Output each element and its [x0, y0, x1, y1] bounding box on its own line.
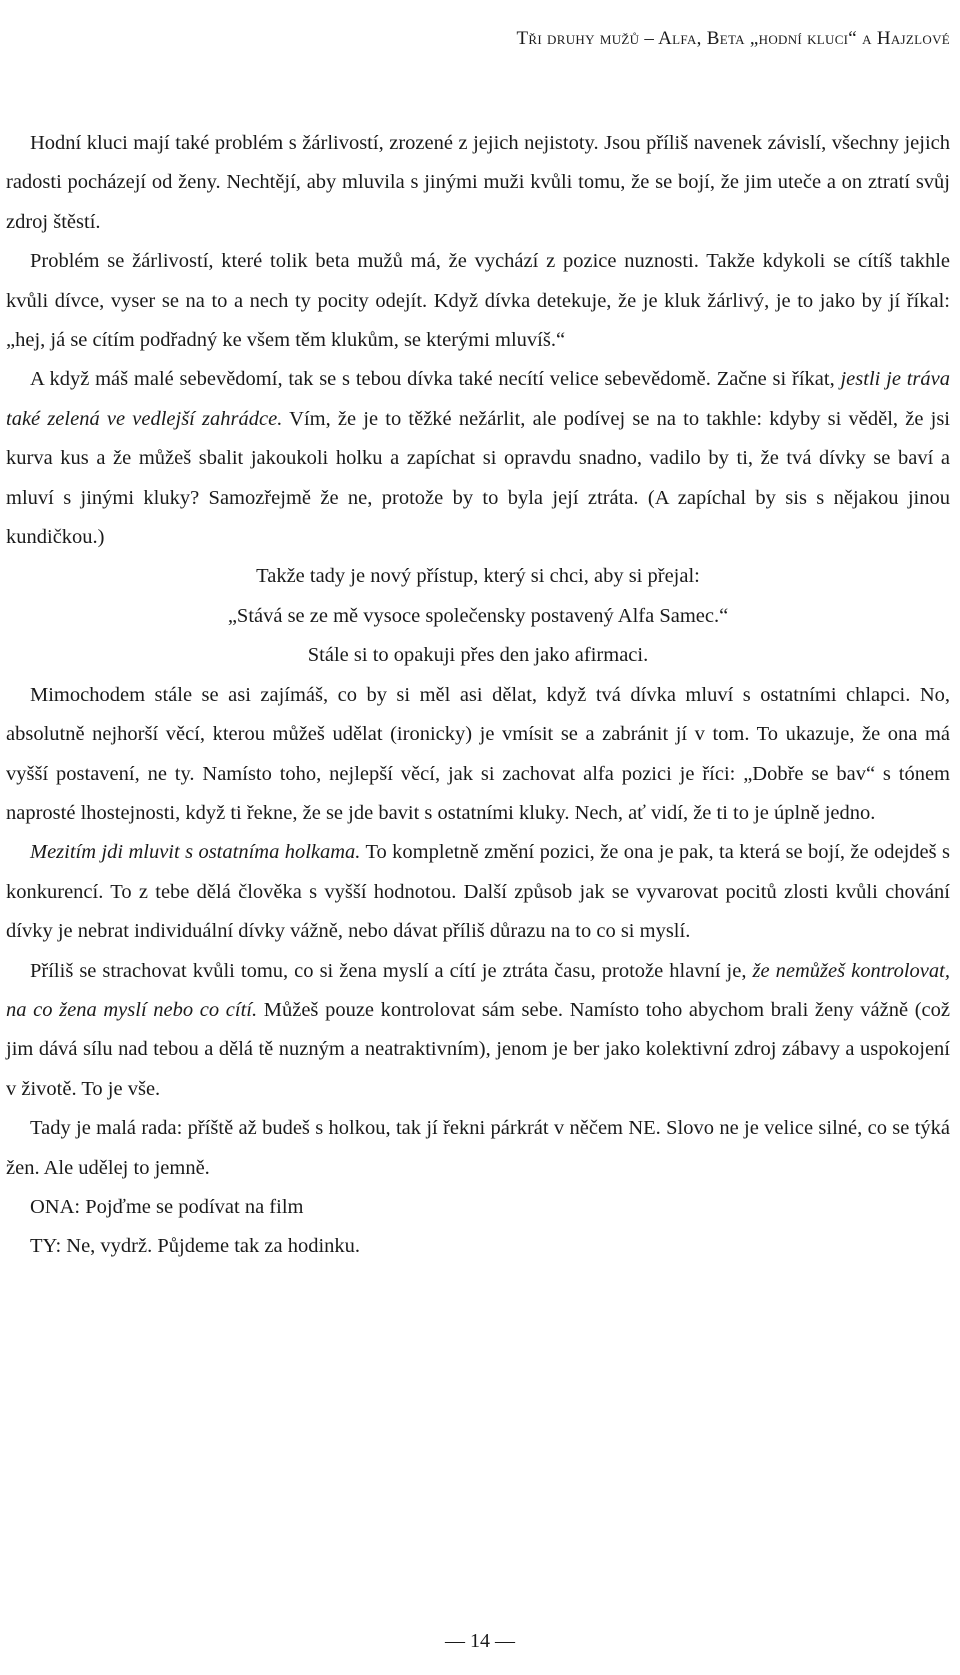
italic-phrase: jestli je tráva také zelená ve vedlejší zahrádce.: [6, 368, 950, 430]
affirmation-quote: „Stává se ze mě vysoce společensky postavený Alfa Samec.“: [227, 604, 729, 627]
paragraph-text: Vím, že je to těžké nežárlit, ale podívej se na to takhle: kdyby si věděl, že jsi kurva kus a že můžeš sbalit jakoukoli holku a zapíchat si opravdu snadno, vadilo by ti, že tvá dívky se baví a mluví s jinými kluky? Samozřejmě že ne, protože by to byla její ztráta. (A zapíchal by sis s nějakou jinou kundičkou.): [6, 407, 950, 549]
centered-line: Takže tady je nový přístup, který si chci, aby si přejal:: [256, 565, 700, 588]
running-head: Tři druhy mužů – Alfa, Beta „hodní kluci“ a Hajzlové: [516, 28, 950, 49]
page-number: — 14 —: [445, 1630, 515, 1652]
paragraph-text: To kompletně změní pozici, že ona je pak, ta která se bojí, že odejdeš s konkurencí. To z tebe dělá člověka s vyšší hodnotou. Další způsob jak se vyvarovat pocitů zlosti kvůli chování dívky je nebrat individuální dívky vážně, nebo dávat příliš důrazu na to co si myslí.: [6, 841, 951, 943]
paragraph: Tady je malá rada: příště až budeš s holkou, tak jí řekni párkrát v něčem NE. Slovo ne je velice silné, co se týká žen. Ale udělej to jemně.: [6, 1117, 950, 1179]
paragraph: [6, 360, 950, 557]
italic-phrase: že nemůžeš kontrolovat, na co žena myslí nebo co cítí.: [6, 959, 950, 1021]
paragraph: Problém se žárlivostí, které tolik beta mužů má, že vychází z pozice nuznosti. Takže kdykoli se cítíš takhle kvůli dívce, vyser se na to a nech ty pocity odejít. Když dívka detekuje, že je kluk žárlivý, je to jako by jí říkal: „hej, já se cítím podřadný ke všem těm klukům, se kterými mluvíš.“: [6, 250, 950, 352]
paragraph: [6, 833, 950, 951]
dialogue-line: TY: Ne, vydrž. Půjdeme tak za hodinku.: [30, 1235, 361, 1258]
paragraph: Hodní kluci mají také problém s žárlivostí, zrozené z jejich nejistoty. Jsou příliš navenek závislí, všechny jejich radosti pocházejí od ženy. Nechtějí, aby mluvila s jinými muži kvůli tomu, že se bojí, že jim uteče a on ztratí svůj zdroj štěstí.: [6, 132, 950, 233]
paragraph: Mimochodem stále se asi zajímáš, co by si měl asi dělat, když tvá dívka mluví s ostatními chlapci. No, absolutně nejhorší věcí, kterou můžeš udělat (ironicky) je vmísit se a zabránit jí v tom. To ukazuje, že ona má vyšší postavení, ne ty. Namísto toho, nejlepší věcí, jak si zachovat alfa pozici je říci: „Dobře se bav“ s tónem naprosté lhostejnosti, když ti řekne, že se jde bavit s ostatními kluky. Nech, ať vidí, že ti to je úplně jedno.: [6, 683, 950, 824]
page-body: [6, 124, 950, 1267]
paragraph-text: A když máš malé sebevědomí, tak se s tebou dívka také necítí velice sebevědomě. Začne si říkat,: [30, 368, 841, 391]
paragraph-text: Můžeš pouze kontrolovat sám sebe. Namísto toho abychom brali ženy vážně (což jim dává sílu nad tebou a dělá tě nuzným a neatraktivním), jenom je ber jako kolektivní zdroj zábavy a uspokojení v životě. To je vše.: [6, 998, 950, 1100]
italic-phrase: Mezitím jdi mluvit s ostatníma holkama.: [30, 841, 361, 864]
paragraph: [6, 952, 950, 1110]
paragraph-text: Příliš se strachovat kvůli tomu, co si žena myslí a cítí je ztráta času, protože hlavní je,: [30, 959, 753, 982]
dialogue-line: ONA: Pojďme se podívat na film: [30, 1195, 304, 1218]
centered-line: Stále si to opakuji přes den jako afirmaci.: [307, 644, 649, 667]
